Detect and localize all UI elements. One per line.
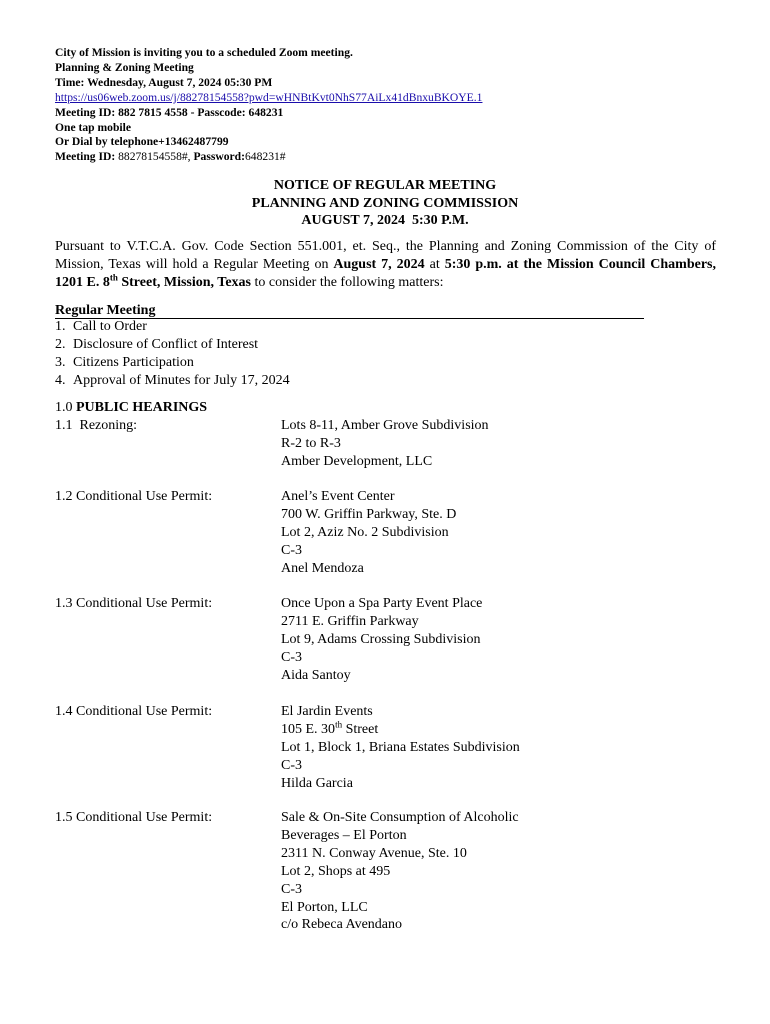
zoom-invite-block — [55, 46, 482, 165]
hearing-item-details — [281, 488, 456, 578]
hearing-item-details — [281, 595, 482, 685]
list-item-text: Disclosure of Conflict of Interest — [73, 337, 259, 352]
detail-line: Lot 1, Block 1, Briana Estates Subdivision — [281, 739, 520, 755]
detail-line: Lot 9, Adams Crossing Subdivision — [281, 631, 481, 647]
detail-line: C-3 — [281, 881, 302, 897]
list-item-text: Approval of Minutes for July 17, 2024 — [73, 373, 290, 388]
zoom-link[interactable]: https://us06web.zoom.us/j/88278154558?pwd=wHNBtKvt0NhS77AiLx41dBnxuBKOYE.1 — [55, 90, 483, 104]
intro-part-2: at — [424, 257, 445, 272]
hearing-item-details — [281, 809, 519, 934]
intro-place-end: Street, Mission, Texas — [117, 275, 251, 290]
detail-line: c/o Rebeca Avendano — [281, 917, 403, 933]
detail-line: Anel Mendoza — [281, 560, 364, 576]
notice-line-1: NOTICE OF REGULAR MEETING — [273, 178, 497, 193]
list-item — [55, 354, 290, 372]
public-hearings-number: 1.0 — [55, 400, 76, 415]
list-item-text: Citizens Participation — [73, 355, 194, 370]
notice-line-2: PLANNING AND ZONING COMMISSION — [251, 195, 519, 211]
detail-line: El Porton, LLC — [281, 899, 368, 915]
public-hearings-title: PUBLIC HEARINGS — [76, 400, 208, 415]
notice-title — [0, 177, 770, 230]
zoom-tel-pass-value: 648231# — [245, 150, 286, 164]
zoom-one-tap: One tap mobile — [55, 120, 132, 134]
ordinal-suffix: th — [335, 719, 343, 730]
list-item — [55, 318, 290, 336]
notice-line-3: AUGUST 7, 2024 5:30 P.M. — [301, 213, 469, 229]
list-item-number: 1. — [55, 319, 66, 334]
list-item — [55, 372, 290, 390]
detail-line: Amber Development, LLC — [281, 453, 433, 469]
detail-line: 2311 N. Conway Avenue, Ste. 10 — [281, 845, 467, 861]
detail-line: 2711 E. Griffin Parkway — [281, 613, 419, 629]
intro-sup: th — [109, 272, 118, 283]
hearing-item-label: 1.2 Conditional Use Permit: — [55, 489, 213, 504]
detail-line: Hilda Garcia — [281, 775, 353, 791]
detail-line: C-3 — [281, 542, 302, 558]
intro-part-1: Pursuant to V.T.C.A. Gov. Code Section 551.001, et. Seq., the Planning and Zoning Commission of the City of Mission, Texas will hold a Regular Meeting on — [55, 239, 716, 272]
detail-line: Aida Santoy — [281, 667, 351, 683]
detail-line: 700 W. Griffin Parkway, Ste. D — [281, 506, 457, 522]
hearing-item-details — [281, 703, 520, 793]
hearing-item-label: 1.4 Conditional Use Permit: — [55, 704, 213, 719]
detail-line: Lot 2, Aziz No. 2 Subdivision — [281, 524, 449, 540]
public-hearings-heading — [55, 399, 207, 417]
zoom-tel-label: Meeting ID: — [55, 150, 119, 164]
hearing-item-label: 1.1 Rezoning: — [55, 418, 138, 433]
detail-line: El Jardin Events — [281, 704, 373, 719]
detail-line: 105 E. 30th Street — [281, 719, 379, 737]
list-item-text: Call to Order — [73, 319, 147, 334]
zoom-intro: City of Mission is inviting you to a scheduled Zoom meeting. — [55, 46, 353, 59]
detail-line: C-3 — [281, 757, 302, 773]
zoom-tel-value: 88278154558#, — [118, 150, 194, 164]
detail-line: Sale & On-Site Consumption of Alcoholic — [281, 810, 519, 825]
zoom-dial: Or Dial by telephone+13462487799 — [55, 135, 229, 149]
zoom-time: Time: Wednesday, August 7, 2024 05:30 PM — [55, 75, 273, 89]
list-item-number: 4. — [55, 373, 66, 388]
detail-line: Beverages – El Porton — [281, 827, 407, 843]
hearing-item-label: 1.3 Conditional Use Permit: — [55, 596, 213, 611]
zoom-tel-line — [55, 150, 482, 165]
intro-time-place-text: 5:30 p.m. at the Mission Council Chambers, 1201 E. 8 — [55, 257, 716, 290]
regular-meeting-list — [55, 318, 290, 390]
zoom-topic: Planning & Zoning Meeting — [55, 60, 194, 74]
list-item-number: 2. — [55, 337, 66, 352]
list-item-number: 3. — [55, 355, 66, 370]
detail-line: Anel’s Event Center — [281, 489, 395, 504]
regular-meeting-heading: Regular Meeting — [55, 302, 644, 319]
hearing-item-label: 1.5 Conditional Use Permit: — [55, 810, 213, 825]
zoom-meeting-id: Meeting ID: 882 7815 4558 - Passcode: 648231 — [55, 105, 284, 119]
zoom-tel-pass-label: Password: — [193, 150, 245, 164]
detail-line: Once Upon a Spa Party Event Place — [281, 596, 483, 611]
detail-line: C-3 — [281, 649, 302, 665]
detail-line: R-2 to R-3 — [281, 435, 341, 451]
list-item — [55, 336, 290, 354]
intro-paragraph — [55, 238, 716, 292]
intro-part-3: to consider the following matters: — [251, 275, 444, 290]
intro-date: August 7, 2024 — [333, 257, 425, 272]
detail-line: Lots 8-11, Amber Grove Subdivision — [281, 418, 489, 433]
hearing-item-details — [281, 417, 489, 471]
detail-line: Lot 2, Shops at 495 — [281, 863, 391, 879]
